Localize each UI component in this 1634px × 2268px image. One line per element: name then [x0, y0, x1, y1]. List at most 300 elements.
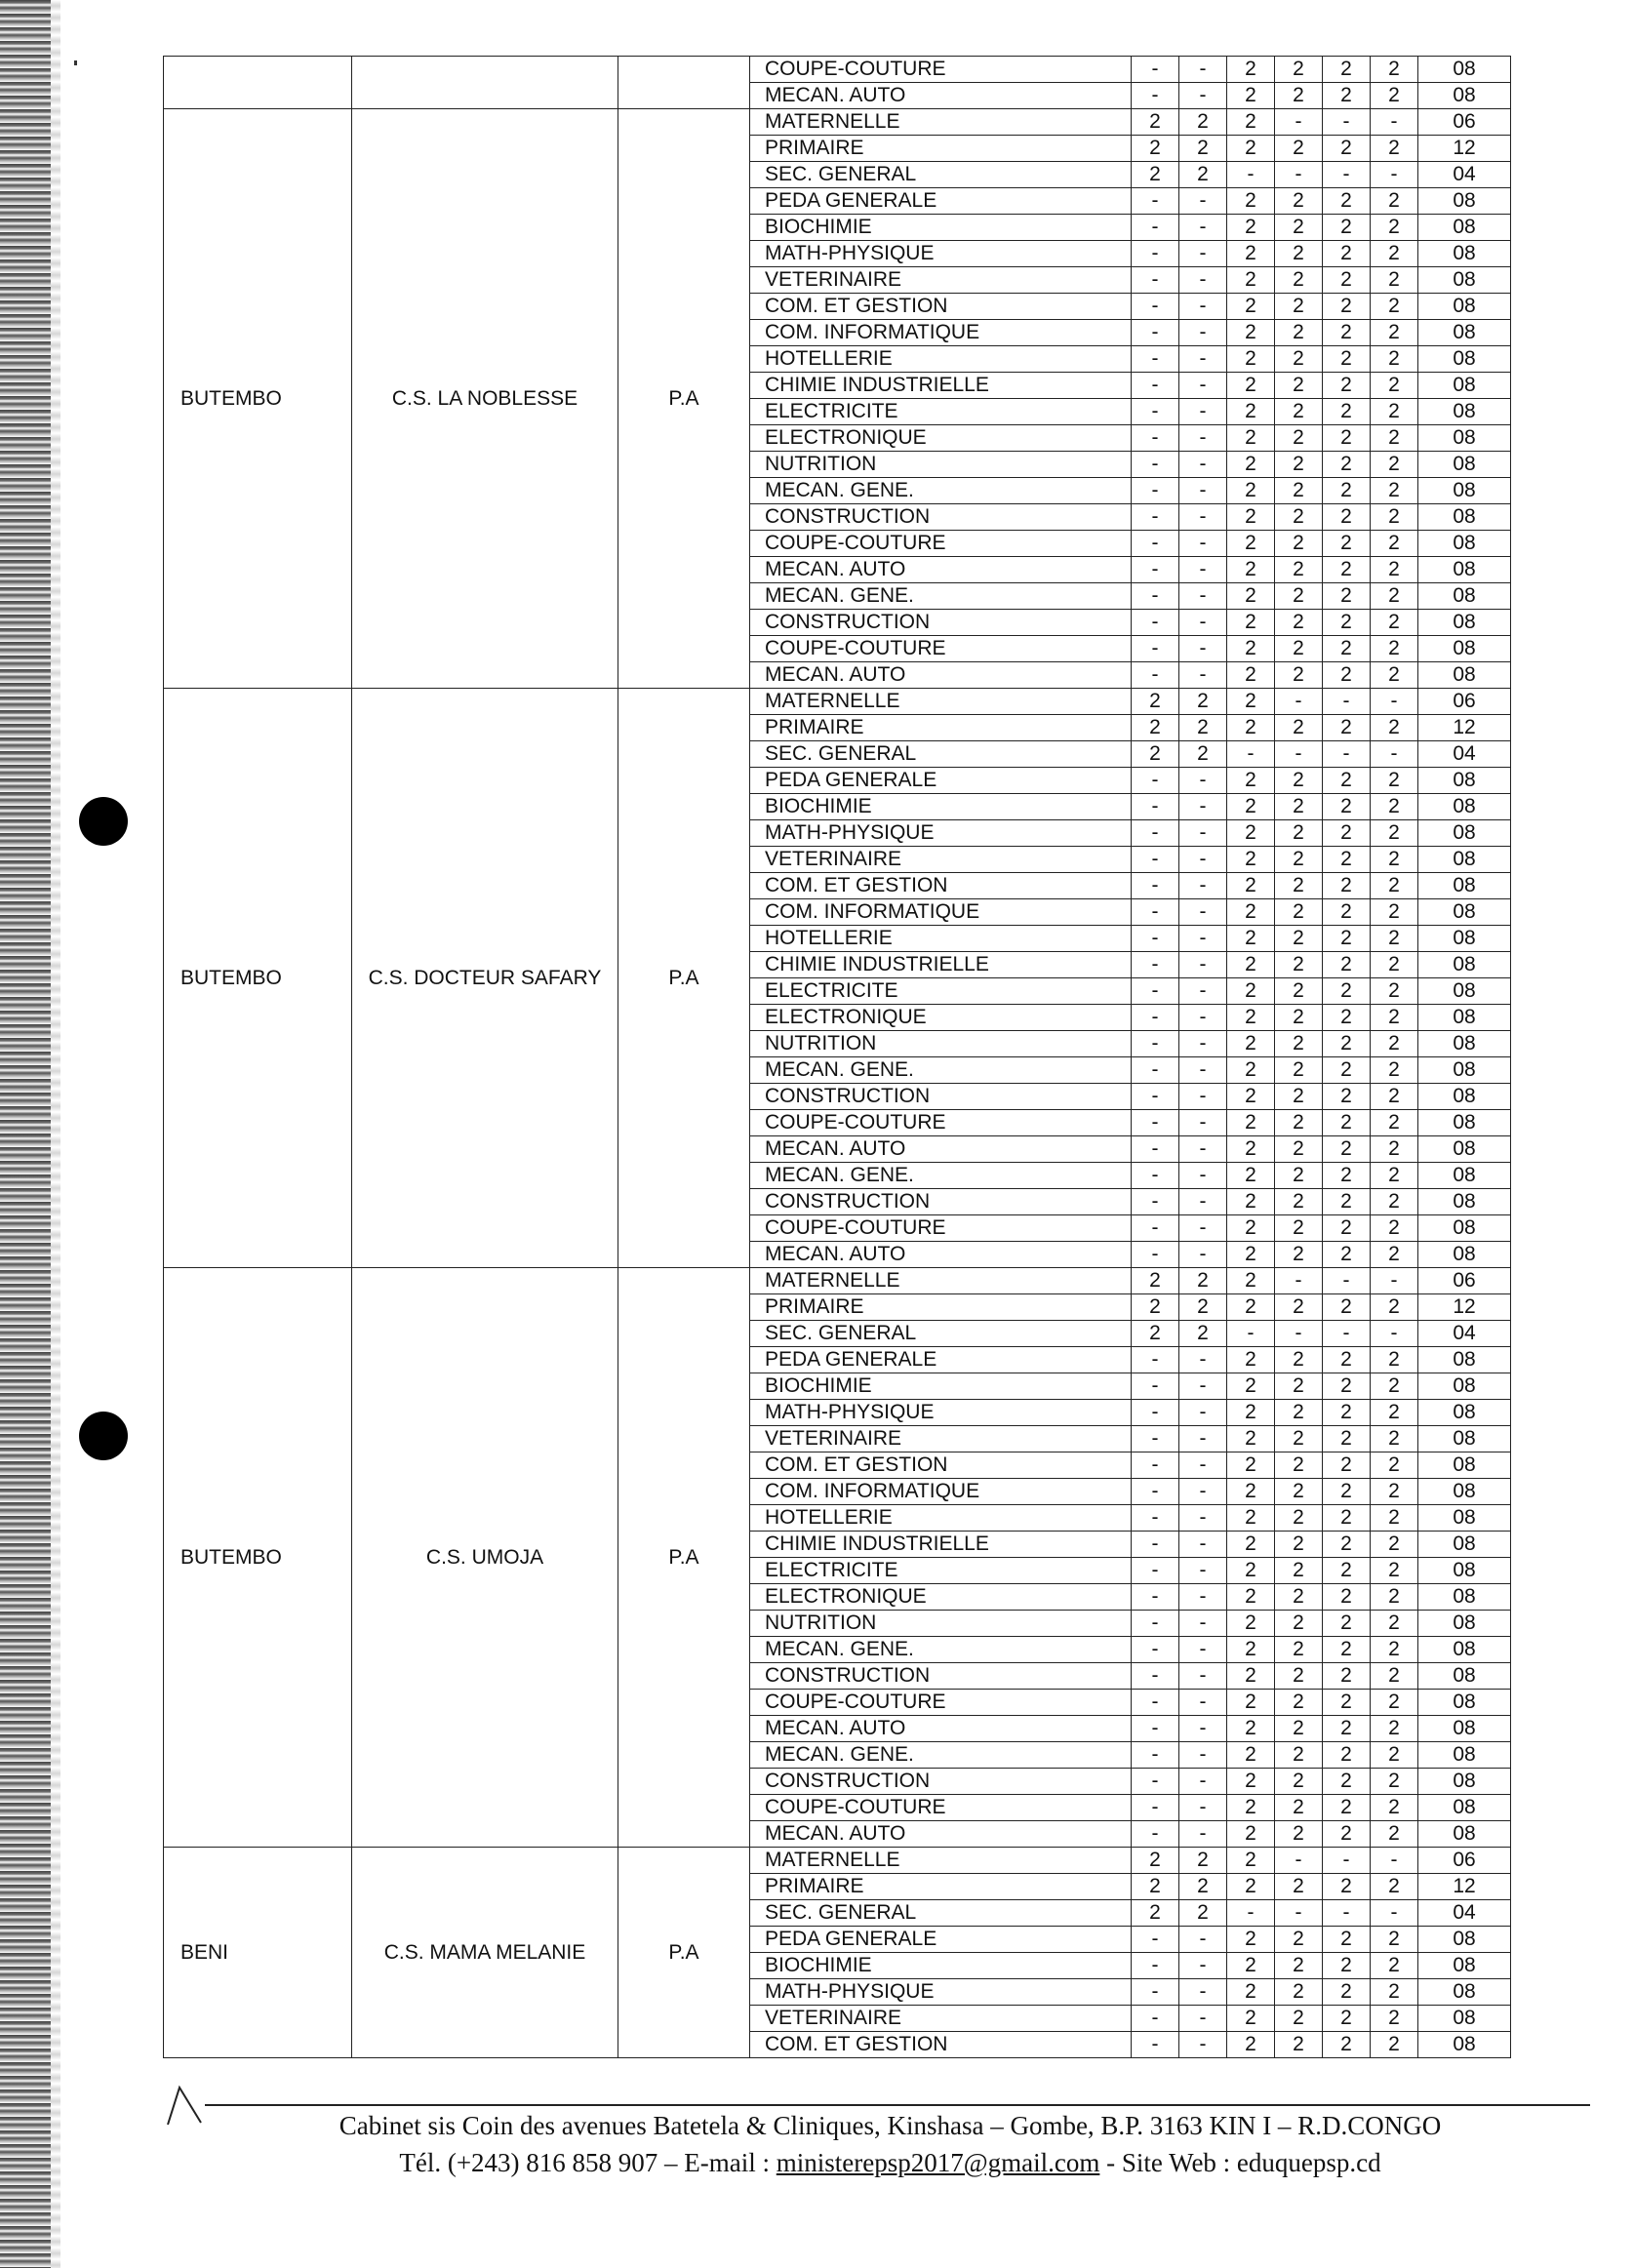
class-count-cell: -: [1179, 2006, 1227, 2032]
class-count-cell: 2: [1227, 504, 1275, 531]
class-count-cell: -: [1179, 294, 1227, 320]
total-cell: 08: [1418, 2006, 1511, 2032]
class-count-cell: 2: [1371, 1611, 1418, 1637]
school-name-cell: C.S. LA NOBLESSE: [352, 109, 618, 689]
class-count-cell: 2: [1227, 1347, 1275, 1373]
class-count-cell: 2: [1371, 1426, 1418, 1452]
class-count-cell: 2: [1371, 1400, 1418, 1426]
class-count-cell: -: [1179, 794, 1227, 820]
class-count-cell: -: [1179, 320, 1227, 346]
class-count-cell: -: [1275, 162, 1323, 188]
class-count-cell: 2: [1323, 978, 1371, 1005]
total-cell: 08: [1418, 2032, 1511, 2058]
class-count-cell: -: [1132, 1637, 1179, 1663]
class-count-cell: -: [1227, 162, 1275, 188]
class-count-cell: 2: [1227, 1110, 1275, 1136]
class-count-cell: 2: [1371, 847, 1418, 873]
class-count-cell: 2: [1275, 1742, 1323, 1769]
footer-website: - Site Web : eduquepsp.cd: [1099, 2148, 1381, 2177]
class-count-cell: 2: [1323, 531, 1371, 557]
class-count-cell: -: [1179, 1611, 1227, 1637]
class-count-cell: 2: [1227, 1163, 1275, 1189]
class-count-cell: 2: [1323, 1558, 1371, 1584]
class-count-cell: -: [1179, 399, 1227, 425]
class-count-cell: 2: [1275, 847, 1323, 873]
class-count-cell: -: [1179, 1084, 1227, 1110]
section-name-cell: CONSTRUCTION: [750, 1769, 1132, 1795]
section-name-cell: BIOCHIMIE: [750, 1953, 1132, 1979]
class-count-cell: -: [1179, 57, 1227, 83]
total-cell: 08: [1418, 241, 1511, 267]
class-count-cell: -: [1179, 1347, 1227, 1373]
total-cell: 08: [1418, 425, 1511, 452]
total-cell: 08: [1418, 978, 1511, 1005]
class-count-cell: 2: [1371, 2032, 1418, 2058]
section-name-cell: MECAN. GENE.: [750, 583, 1132, 610]
class-count-cell: 2: [1227, 215, 1275, 241]
class-count-cell: -: [1132, 1347, 1179, 1373]
class-count-cell: 2: [1227, 583, 1275, 610]
class-count-cell: 2: [1227, 715, 1275, 741]
class-count-cell: 2: [1275, 978, 1323, 1005]
class-count-cell: -: [1132, 1189, 1179, 1215]
class-count-cell: 2: [1323, 188, 1371, 215]
class-count-cell: 2: [1227, 1031, 1275, 1057]
class-count-cell: 2: [1227, 1716, 1275, 1742]
class-count-cell: -: [1132, 899, 1179, 926]
class-count-cell: 2: [1371, 1716, 1418, 1742]
class-count-cell: -: [1179, 1031, 1227, 1057]
total-cell: 08: [1418, 899, 1511, 926]
class-count-cell: 2: [1275, 1874, 1323, 1900]
class-count-cell: 2: [1323, 1505, 1371, 1532]
class-count-cell: 2: [1371, 1373, 1418, 1400]
class-count-cell: -: [1371, 109, 1418, 136]
total-cell: 08: [1418, 83, 1511, 109]
class-count-cell: -: [1132, 2006, 1179, 2032]
class-count-cell: -: [1179, 1558, 1227, 1584]
class-count-cell: 2: [1275, 2006, 1323, 2032]
class-count-cell: -: [1275, 689, 1323, 715]
class-count-cell: 2: [1132, 741, 1179, 768]
section-name-cell: MATERNELLE: [750, 1268, 1132, 1294]
class-count-cell: 2: [1275, 320, 1323, 346]
section-name-cell: VETERINAIRE: [750, 2006, 1132, 2032]
school-regime-cell: P.A: [618, 109, 750, 689]
class-count-cell: 2: [1275, 1953, 1323, 1979]
class-count-cell: -: [1132, 978, 1179, 1005]
total-cell: 08: [1418, 1637, 1511, 1663]
class-count-cell: 2: [1323, 1136, 1371, 1163]
class-count-cell: 2: [1371, 136, 1418, 162]
class-count-cell: -: [1132, 188, 1179, 215]
class-count-cell: 2: [1227, 847, 1275, 873]
class-count-cell: 2: [1371, 478, 1418, 504]
class-count-cell: 2: [1323, 215, 1371, 241]
total-cell: 08: [1418, 373, 1511, 399]
class-count-cell: 2: [1227, 610, 1275, 636]
class-count-cell: -: [1179, 452, 1227, 478]
section-name-cell: PEDA GENERALE: [750, 188, 1132, 215]
class-count-cell: 2: [1275, 83, 1323, 109]
section-name-cell: SEC. GENERAL: [750, 1321, 1132, 1347]
class-count-cell: 2: [1371, 57, 1418, 83]
class-count-cell: 2: [1132, 1268, 1179, 1294]
class-count-cell: -: [1132, 83, 1179, 109]
class-count-cell: 2: [1132, 689, 1179, 715]
class-count-cell: 2: [1323, 1953, 1371, 1979]
total-cell: 08: [1418, 1927, 1511, 1953]
total-cell: 08: [1418, 557, 1511, 583]
total-cell: 04: [1418, 741, 1511, 768]
class-count-cell: 2: [1323, 1979, 1371, 2006]
class-count-cell: -: [1227, 1321, 1275, 1347]
class-count-cell: 2: [1227, 1426, 1275, 1452]
class-count-cell: 2: [1371, 504, 1418, 531]
class-count-cell: 2: [1323, 1584, 1371, 1611]
class-count-cell: -: [1179, 583, 1227, 610]
class-count-cell: -: [1371, 1900, 1418, 1927]
class-count-cell: 2: [1275, 373, 1323, 399]
section-name-cell: COUPE-COUTURE: [750, 1690, 1132, 1716]
class-count-cell: -: [1132, 1532, 1179, 1558]
class-count-cell: 2: [1227, 1373, 1275, 1400]
class-count-cell: -: [1132, 531, 1179, 557]
class-count-cell: -: [1132, 1927, 1179, 1953]
class-count-cell: -: [1179, 267, 1227, 294]
class-count-cell: -: [1132, 794, 1179, 820]
total-cell: 08: [1418, 1110, 1511, 1136]
class-count-cell: 2: [1227, 57, 1275, 83]
class-count-cell: 2: [1371, 583, 1418, 610]
class-count-cell: -: [1132, 1005, 1179, 1031]
class-count-cell: 2: [1371, 83, 1418, 109]
class-count-cell: 2: [1275, 1347, 1323, 1373]
class-count-cell: -: [1132, 478, 1179, 504]
class-count-cell: -: [1132, 583, 1179, 610]
footer-email-link[interactable]: ministerepsp2017@gmail.com: [776, 2148, 1100, 2177]
total-cell: 04: [1418, 162, 1511, 188]
section-name-cell: VETERINAIRE: [750, 267, 1132, 294]
class-count-cell: -: [1179, 1110, 1227, 1136]
school-name-cell: C.S. MAMA MELANIE: [352, 1848, 618, 2058]
class-count-cell: 2: [1227, 1268, 1275, 1294]
section-name-cell: BIOCHIMIE: [750, 215, 1132, 241]
class-count-cell: -: [1179, 1584, 1227, 1611]
class-count-cell: 2: [1371, 662, 1418, 689]
school-city-cell: BUTEMBO: [164, 109, 352, 689]
class-count-cell: -: [1132, 820, 1179, 847]
class-count-cell: 2: [1371, 926, 1418, 952]
class-count-cell: -: [1179, 1479, 1227, 1505]
class-count-cell: 2: [1275, 215, 1323, 241]
class-count-cell: 2: [1227, 399, 1275, 425]
class-count-cell: -: [1132, 241, 1179, 267]
section-name-cell: MECAN. AUTO: [750, 1716, 1132, 1742]
section-name-cell: PRIMAIRE: [750, 1294, 1132, 1321]
class-count-cell: -: [1179, 1821, 1227, 1848]
total-cell: 08: [1418, 1584, 1511, 1611]
class-count-cell: -: [1179, 1637, 1227, 1663]
table-row: [164, 109, 1511, 136]
total-cell: 08: [1418, 1215, 1511, 1242]
total-cell: 08: [1418, 847, 1511, 873]
class-count-cell: 2: [1227, 1663, 1275, 1690]
class-count-cell: -: [1323, 1321, 1371, 1347]
class-count-cell: 2: [1275, 399, 1323, 425]
class-count-cell: 2: [1371, 1558, 1418, 1584]
class-count-cell: -: [1323, 741, 1371, 768]
class-count-cell: 2: [1371, 531, 1418, 557]
scan-edge-artifact: [0, 0, 51, 2268]
class-count-cell: -: [1132, 1163, 1179, 1189]
total-cell: 12: [1418, 715, 1511, 741]
class-count-cell: 2: [1371, 1452, 1418, 1479]
punch-hole-bottom: [79, 1412, 128, 1460]
class-count-cell: -: [1132, 1400, 1179, 1426]
class-count-cell: 2: [1371, 1242, 1418, 1268]
class-count-cell: 2: [1275, 2032, 1323, 2058]
class-count-cell: 2: [1227, 1979, 1275, 2006]
class-count-cell: 2: [1371, 1294, 1418, 1321]
section-name-cell: COUPE-COUTURE: [750, 1110, 1132, 1136]
class-count-cell: 2: [1323, 1637, 1371, 1663]
class-count-cell: 2: [1371, 794, 1418, 820]
class-count-cell: 2: [1227, 1242, 1275, 1268]
class-count-cell: -: [1179, 978, 1227, 1005]
class-count-cell: -: [1179, 952, 1227, 978]
total-cell: 08: [1418, 1821, 1511, 1848]
class-count-cell: 2: [1227, 1505, 1275, 1532]
class-count-cell: 2: [1371, 1136, 1418, 1163]
class-count-cell: -: [1179, 1163, 1227, 1189]
class-count-cell: 2: [1275, 715, 1323, 741]
total-cell: 08: [1418, 662, 1511, 689]
total-cell: 08: [1418, 1769, 1511, 1795]
class-count-cell: 2: [1227, 267, 1275, 294]
total-cell: 08: [1418, 1163, 1511, 1189]
class-count-cell: 2: [1371, 1637, 1418, 1663]
class-count-cell: -: [1132, 636, 1179, 662]
section-name-cell: PEDA GENERALE: [750, 768, 1132, 794]
class-count-cell: 2: [1323, 1110, 1371, 1136]
class-count-cell: 2: [1275, 926, 1323, 952]
class-count-cell: 2: [1227, 794, 1275, 820]
total-cell: 08: [1418, 531, 1511, 557]
footer-rule: [205, 2104, 1590, 2106]
class-count-cell: -: [1179, 1452, 1227, 1479]
class-count-cell: 2: [1275, 1163, 1323, 1189]
class-count-cell: 2: [1275, 531, 1323, 557]
section-name-cell: HOTELLERIE: [750, 346, 1132, 373]
class-count-cell: -: [1132, 768, 1179, 794]
school-city-cell: [164, 57, 352, 109]
class-count-cell: 2: [1275, 873, 1323, 899]
class-count-cell: 2: [1275, 1084, 1323, 1110]
class-count-cell: -: [1132, 1795, 1179, 1821]
class-count-cell: 2: [1323, 399, 1371, 425]
total-cell: 08: [1418, 1031, 1511, 1057]
school-name-cell: [352, 57, 618, 109]
section-name-cell: CHIMIE INDUSTRIELLE: [750, 1532, 1132, 1558]
class-count-cell: 2: [1323, 1795, 1371, 1821]
class-count-cell: 2: [1275, 1637, 1323, 1663]
class-count-cell: -: [1275, 1848, 1323, 1874]
section-name-cell: ELECTRICITE: [750, 978, 1132, 1005]
section-name-cell: PRIMAIRE: [750, 1874, 1132, 1900]
class-count-cell: -: [1371, 162, 1418, 188]
class-count-cell: -: [1179, 610, 1227, 636]
total-cell: 08: [1418, 1479, 1511, 1505]
total-cell: 08: [1418, 504, 1511, 531]
class-count-cell: 2: [1227, 899, 1275, 926]
total-cell: 08: [1418, 188, 1511, 215]
section-name-cell: MECAN. AUTO: [750, 83, 1132, 109]
table-row: [164, 1848, 1511, 1874]
class-count-cell: 2: [1371, 346, 1418, 373]
class-count-cell: -: [1132, 610, 1179, 636]
section-name-cell: SEC. GENERAL: [750, 1900, 1132, 1927]
class-count-cell: -: [1132, 320, 1179, 346]
class-count-cell: 2: [1323, 57, 1371, 83]
class-count-cell: 2: [1275, 1294, 1323, 1321]
total-cell: 06: [1418, 1268, 1511, 1294]
school-city-cell: BUTEMBO: [164, 1268, 352, 1848]
class-count-cell: -: [1179, 1716, 1227, 1742]
class-count-cell: 2: [1275, 57, 1323, 83]
class-count-cell: 2: [1371, 820, 1418, 847]
class-count-cell: 2: [1132, 1321, 1179, 1347]
class-count-cell: 2: [1323, 241, 1371, 267]
section-name-cell: SEC. GENERAL: [750, 162, 1132, 188]
class-count-cell: -: [1132, 346, 1179, 373]
class-count-cell: 2: [1179, 715, 1227, 741]
class-count-cell: 2: [1275, 346, 1323, 373]
school-name-cell: C.S. DOCTEUR SAFARY: [352, 689, 618, 1268]
class-count-cell: 2: [1323, 373, 1371, 399]
class-count-cell: -: [1132, 504, 1179, 531]
class-count-cell: 2: [1323, 452, 1371, 478]
school-city-cell: BUTEMBO: [164, 689, 352, 1268]
class-count-cell: -: [1132, 452, 1179, 478]
class-count-cell: -: [1275, 1321, 1323, 1347]
class-count-cell: -: [1132, 662, 1179, 689]
total-cell: 08: [1418, 1005, 1511, 1031]
class-count-cell: 2: [1227, 1769, 1275, 1795]
total-cell: 08: [1418, 215, 1511, 241]
total-cell: 08: [1418, 452, 1511, 478]
schools-options-table: [163, 56, 1511, 2058]
class-count-cell: 2: [1275, 1110, 1323, 1136]
class-count-cell: 2: [1275, 636, 1323, 662]
class-count-cell: 2: [1371, 899, 1418, 926]
class-count-cell: 2: [1275, 425, 1323, 452]
class-count-cell: 2: [1371, 188, 1418, 215]
class-count-cell: 2: [1323, 583, 1371, 610]
class-count-cell: 2: [1323, 820, 1371, 847]
school-city-cell: BENI: [164, 1848, 352, 2058]
class-count-cell: 2: [1227, 557, 1275, 583]
table-row: [164, 57, 1511, 83]
section-name-cell: COM. ET GESTION: [750, 873, 1132, 899]
total-cell: 08: [1418, 768, 1511, 794]
total-cell: 12: [1418, 1874, 1511, 1900]
total-cell: 08: [1418, 820, 1511, 847]
scan-edge-shadow: [51, 0, 60, 2268]
total-cell: 08: [1418, 1373, 1511, 1400]
class-count-cell: 2: [1275, 1136, 1323, 1163]
class-count-cell: 2: [1227, 1558, 1275, 1584]
section-name-cell: MECAN. GENE.: [750, 1057, 1132, 1084]
class-count-cell: 2: [1323, 2006, 1371, 2032]
class-count-cell: -: [1179, 188, 1227, 215]
class-count-cell: -: [1132, 1084, 1179, 1110]
class-count-cell: -: [1132, 847, 1179, 873]
class-count-cell: -: [1132, 1057, 1179, 1084]
total-cell: 08: [1418, 1136, 1511, 1163]
class-count-cell: 2: [1323, 952, 1371, 978]
class-count-cell: -: [1179, 1057, 1227, 1084]
class-count-cell: -: [1132, 1505, 1179, 1532]
class-count-cell: 2: [1323, 715, 1371, 741]
section-name-cell: MATERNELLE: [750, 1848, 1132, 1874]
total-cell: 08: [1418, 1084, 1511, 1110]
class-count-cell: 2: [1371, 294, 1418, 320]
class-count-cell: 2: [1323, 1005, 1371, 1031]
class-count-cell: 2: [1275, 768, 1323, 794]
total-cell: 08: [1418, 1558, 1511, 1584]
section-name-cell: MATH-PHYSIQUE: [750, 1400, 1132, 1426]
class-count-cell: 2: [1323, 1716, 1371, 1742]
section-name-cell: VETERINAIRE: [750, 847, 1132, 873]
class-count-cell: 2: [1227, 320, 1275, 346]
section-name-cell: ELECTRICITE: [750, 1558, 1132, 1584]
class-count-cell: 2: [1132, 1874, 1179, 1900]
section-name-cell: NUTRITION: [750, 1031, 1132, 1057]
total-cell: 08: [1418, 636, 1511, 662]
class-count-cell: 2: [1275, 1979, 1323, 2006]
class-count-cell: -: [1132, 1979, 1179, 2006]
total-cell: 08: [1418, 1189, 1511, 1215]
class-count-cell: -: [1179, 1742, 1227, 1769]
class-count-cell: -: [1132, 1690, 1179, 1716]
class-count-cell: -: [1371, 741, 1418, 768]
class-count-cell: 2: [1323, 1874, 1371, 1900]
total-cell: 08: [1418, 1426, 1511, 1452]
class-count-cell: -: [1132, 1242, 1179, 1268]
section-name-cell: MATERNELLE: [750, 109, 1132, 136]
class-count-cell: 2: [1132, 1848, 1179, 1874]
total-cell: 08: [1418, 926, 1511, 952]
class-count-cell: -: [1179, 504, 1227, 531]
class-count-cell: 2: [1371, 1110, 1418, 1136]
class-count-cell: 2: [1323, 1611, 1371, 1637]
class-count-cell: -: [1227, 1900, 1275, 1927]
total-cell: 08: [1418, 952, 1511, 978]
class-count-cell: -: [1179, 373, 1227, 399]
section-name-cell: MATERNELLE: [750, 689, 1132, 715]
section-name-cell: PEDA GENERALE: [750, 1927, 1132, 1953]
class-count-cell: 2: [1179, 741, 1227, 768]
class-count-cell: 2: [1227, 926, 1275, 952]
class-count-cell: 2: [1275, 1584, 1323, 1611]
footer-phone: Tél. (+243) 816 858 907 – E-mail :: [399, 2148, 777, 2177]
class-count-cell: 2: [1371, 1663, 1418, 1690]
class-count-cell: 2: [1275, 504, 1323, 531]
class-count-cell: 2: [1323, 1294, 1371, 1321]
class-count-cell: 2: [1323, 1663, 1371, 1690]
class-count-cell: 2: [1371, 610, 1418, 636]
